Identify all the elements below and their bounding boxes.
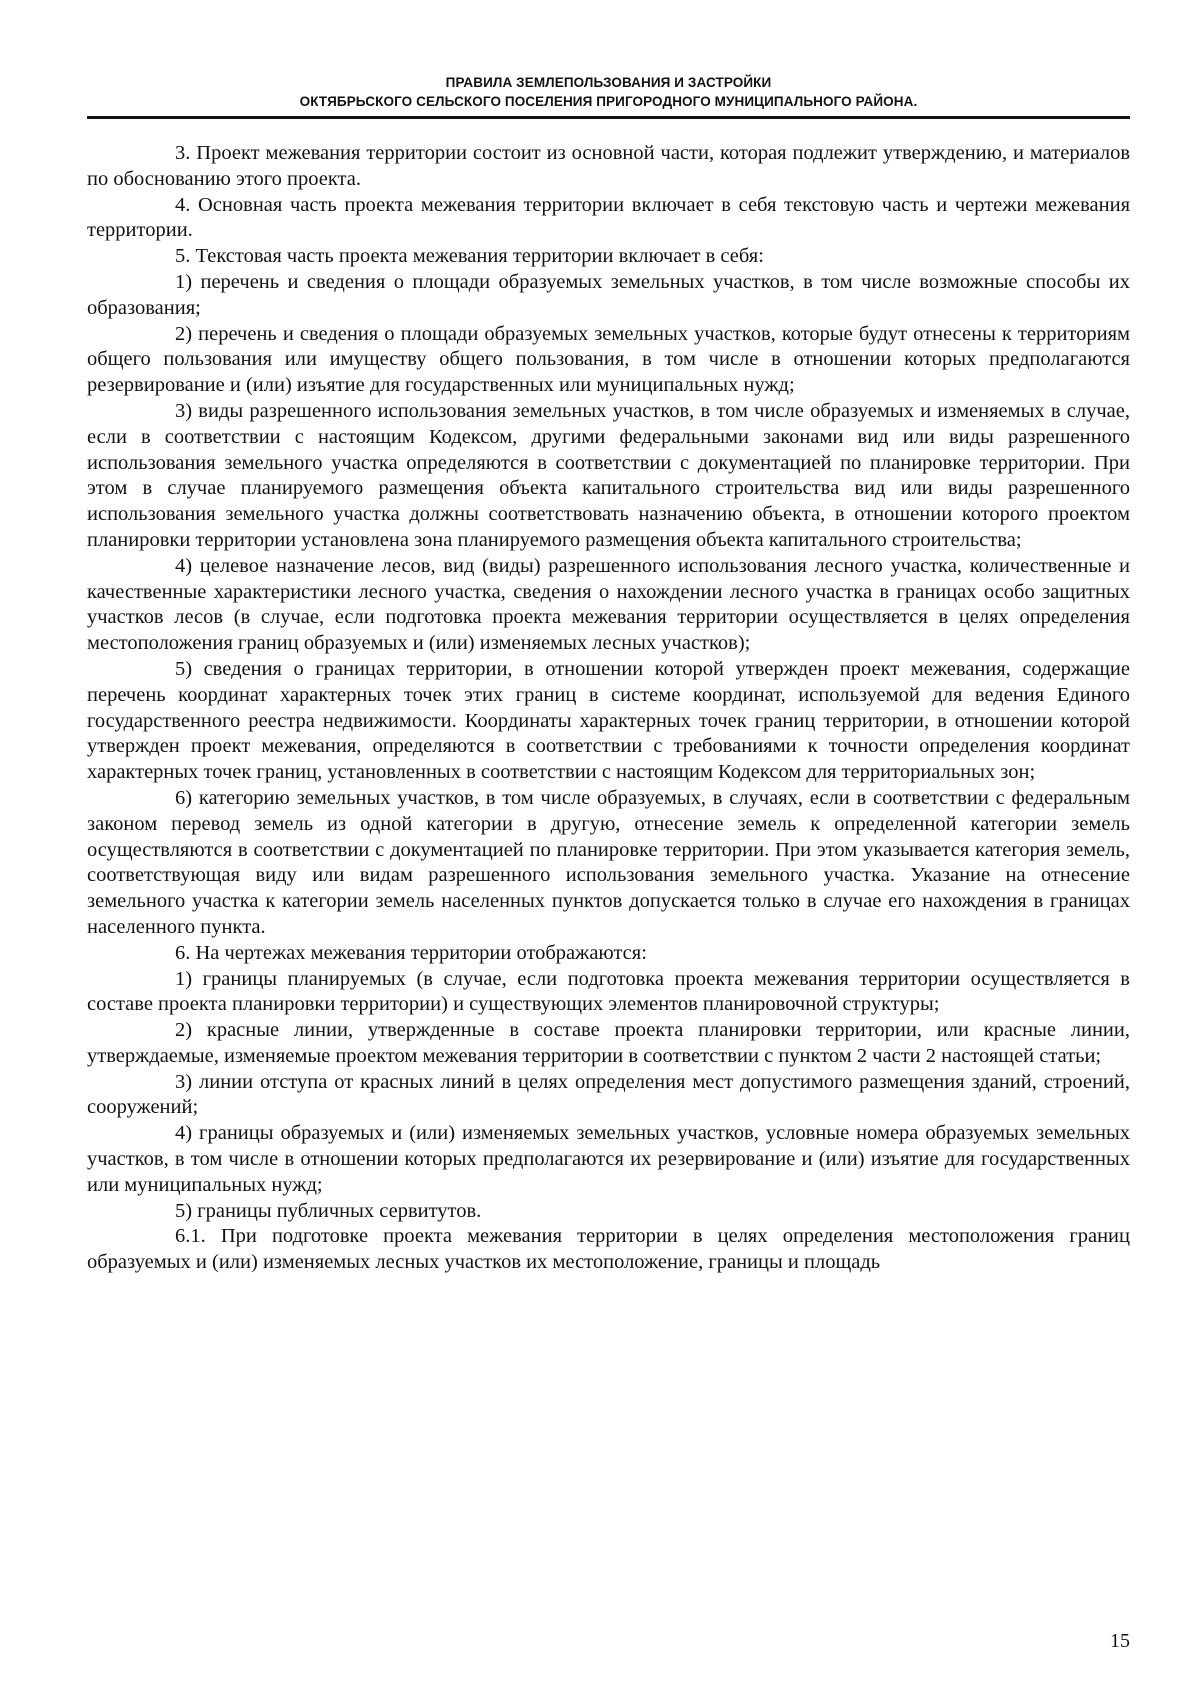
paragraph: 4) целевое назначение лесов, вид (виды) разрешенного использования лесного участка, количественные и качественные характеристики лесного участка, сведения о нахождении лесного участка в границах особо защитных участков лесов (в случае, если подготовка проекта межевания территории осуществляется в целях определения местоположения границ образуемых и (или) изменяемых лесных участков); [87, 554, 1130, 655]
body-text [87, 141, 1130, 1276]
paragraph: 3. Проект межевания территории состоит из основной части, которая подлежит утверждению, и материалов по обоснованию этого проекта. [87, 142, 1130, 190]
paragraph: 5. Текстовая часть проекта межевания территории включает в себя: [175, 245, 764, 268]
page-number: 15 [1110, 1630, 1130, 1652]
paragraph: 3) линии отступа от красных линий в целях определения мест допустимого размещения зданий, строений, сооружений; [87, 1070, 1130, 1119]
header-line-1: ПРАВИЛА ЗЕМЛЕПОЛЬЗОВАНИЯ И ЗАСТРОЙКИ [445, 75, 772, 90]
paragraph: 2) красные линии, утвержденные в составе проекта планировки территории, или красные линии, утверждаемые, изменяемые проектом межевания территории в соответствии с пунктом 2 части 2 настоящей статьи; [87, 1019, 1130, 1067]
paragraph: 6) категорию земельных участков, в том числе образуемых, в случаях, если в соответствии с федеральным законом перевод земель из одной категории в другую, отнесение земель к определенной категории земель осуществляются в соответствии с документацией по планировке территории. При этом указывается категория земель, соответствующая виду или видам разрешенного использования земельного участка. Указание на отнесение земельного участка к категории земель населенных пунктов допускается только в случае его нахождения в границах населенного пункта. [87, 786, 1130, 938]
paragraph: 6. На чертежах межевания территории отображаются: [175, 941, 647, 964]
paragraph: 1) границы планируемых (в случае, если подготовка проекта межевания территории осуществляется в составе проекта планировки территории) и существующих элементов планировочной структуры; [87, 967, 1130, 1016]
paragraph: 2) перечень и сведения о площади образуемых земельных участков, которые будут отнесены к территориям общего пользования или имуществу общего пользования, в том числе в отношении которых предполагаются резервирование и (или) изъятие для государственных или муниципальных нужд; [87, 322, 1130, 397]
paragraph: 4) границы образуемых и (или) изменяемых земельных участков, условные номера образуемых земельных участков, в том числе в отношении которых предполагаются их резервирование и (или) изъятие для государственных или муниципальных нужд; [87, 1122, 1130, 1196]
header-rule [87, 116, 1130, 119]
paragraph: 4. Основная часть проекта межевания территории включает в себя текстовую часть и чертежи межевания территории. [87, 193, 1130, 242]
paragraph: 3) виды разрешенного использования земельных участков, в том числе образуемых и изменяемых в случае, если в соответствии с настоящим Кодексом, другими федеральными законами вид или виды разрешенного использования земельного участка определяются в соответствии с документацией по планировке территории. При этом в случае планируемого размещения объекта капитального строительства вид или виды разрешенного использования земельного участка должны соответствовать назначению объекта, в отношении которого проектом планировки территории установлена зона планируемого размещения объекта капитального строительства; [87, 399, 1130, 551]
paragraph: 6.1. При подготовке проекта межевания территории в целях определения местоположения границ образуемых и (или) изменяемых лесных участков их местоположение, границы и площадь [87, 1225, 1130, 1274]
paragraph: 5) границы публичных сервитутов. [175, 1199, 482, 1222]
paragraph: 5) сведения о границах территории, в отношении которой утвержден проект межевания, содержащие перечень координат характерных точек этих границ в системе координат, используемой для ведения Единого государственного реестра недвижимости. Координаты характерных точек границ территории, в отношении которой утвержден проект межевания, определяются в соответствии с требованиями к точности определения координат характерных точек границ, установленных в соответствии с настоящим Кодексом для территориальных зон; [87, 657, 1130, 784]
header-line-2: ОКТЯБРЬСКОГО СЕЛЬСКОГО ПОСЕЛЕНИЯ ПРИГОРОДНОГО МУНИЦИПАЛЬНОГО РАЙОНА. [299, 94, 918, 109]
paragraph: 1) перечень и сведения о площади образуемых земельных участков, в том числе возможные способы их образования; [87, 270, 1130, 319]
running-header [87, 73, 1130, 111]
